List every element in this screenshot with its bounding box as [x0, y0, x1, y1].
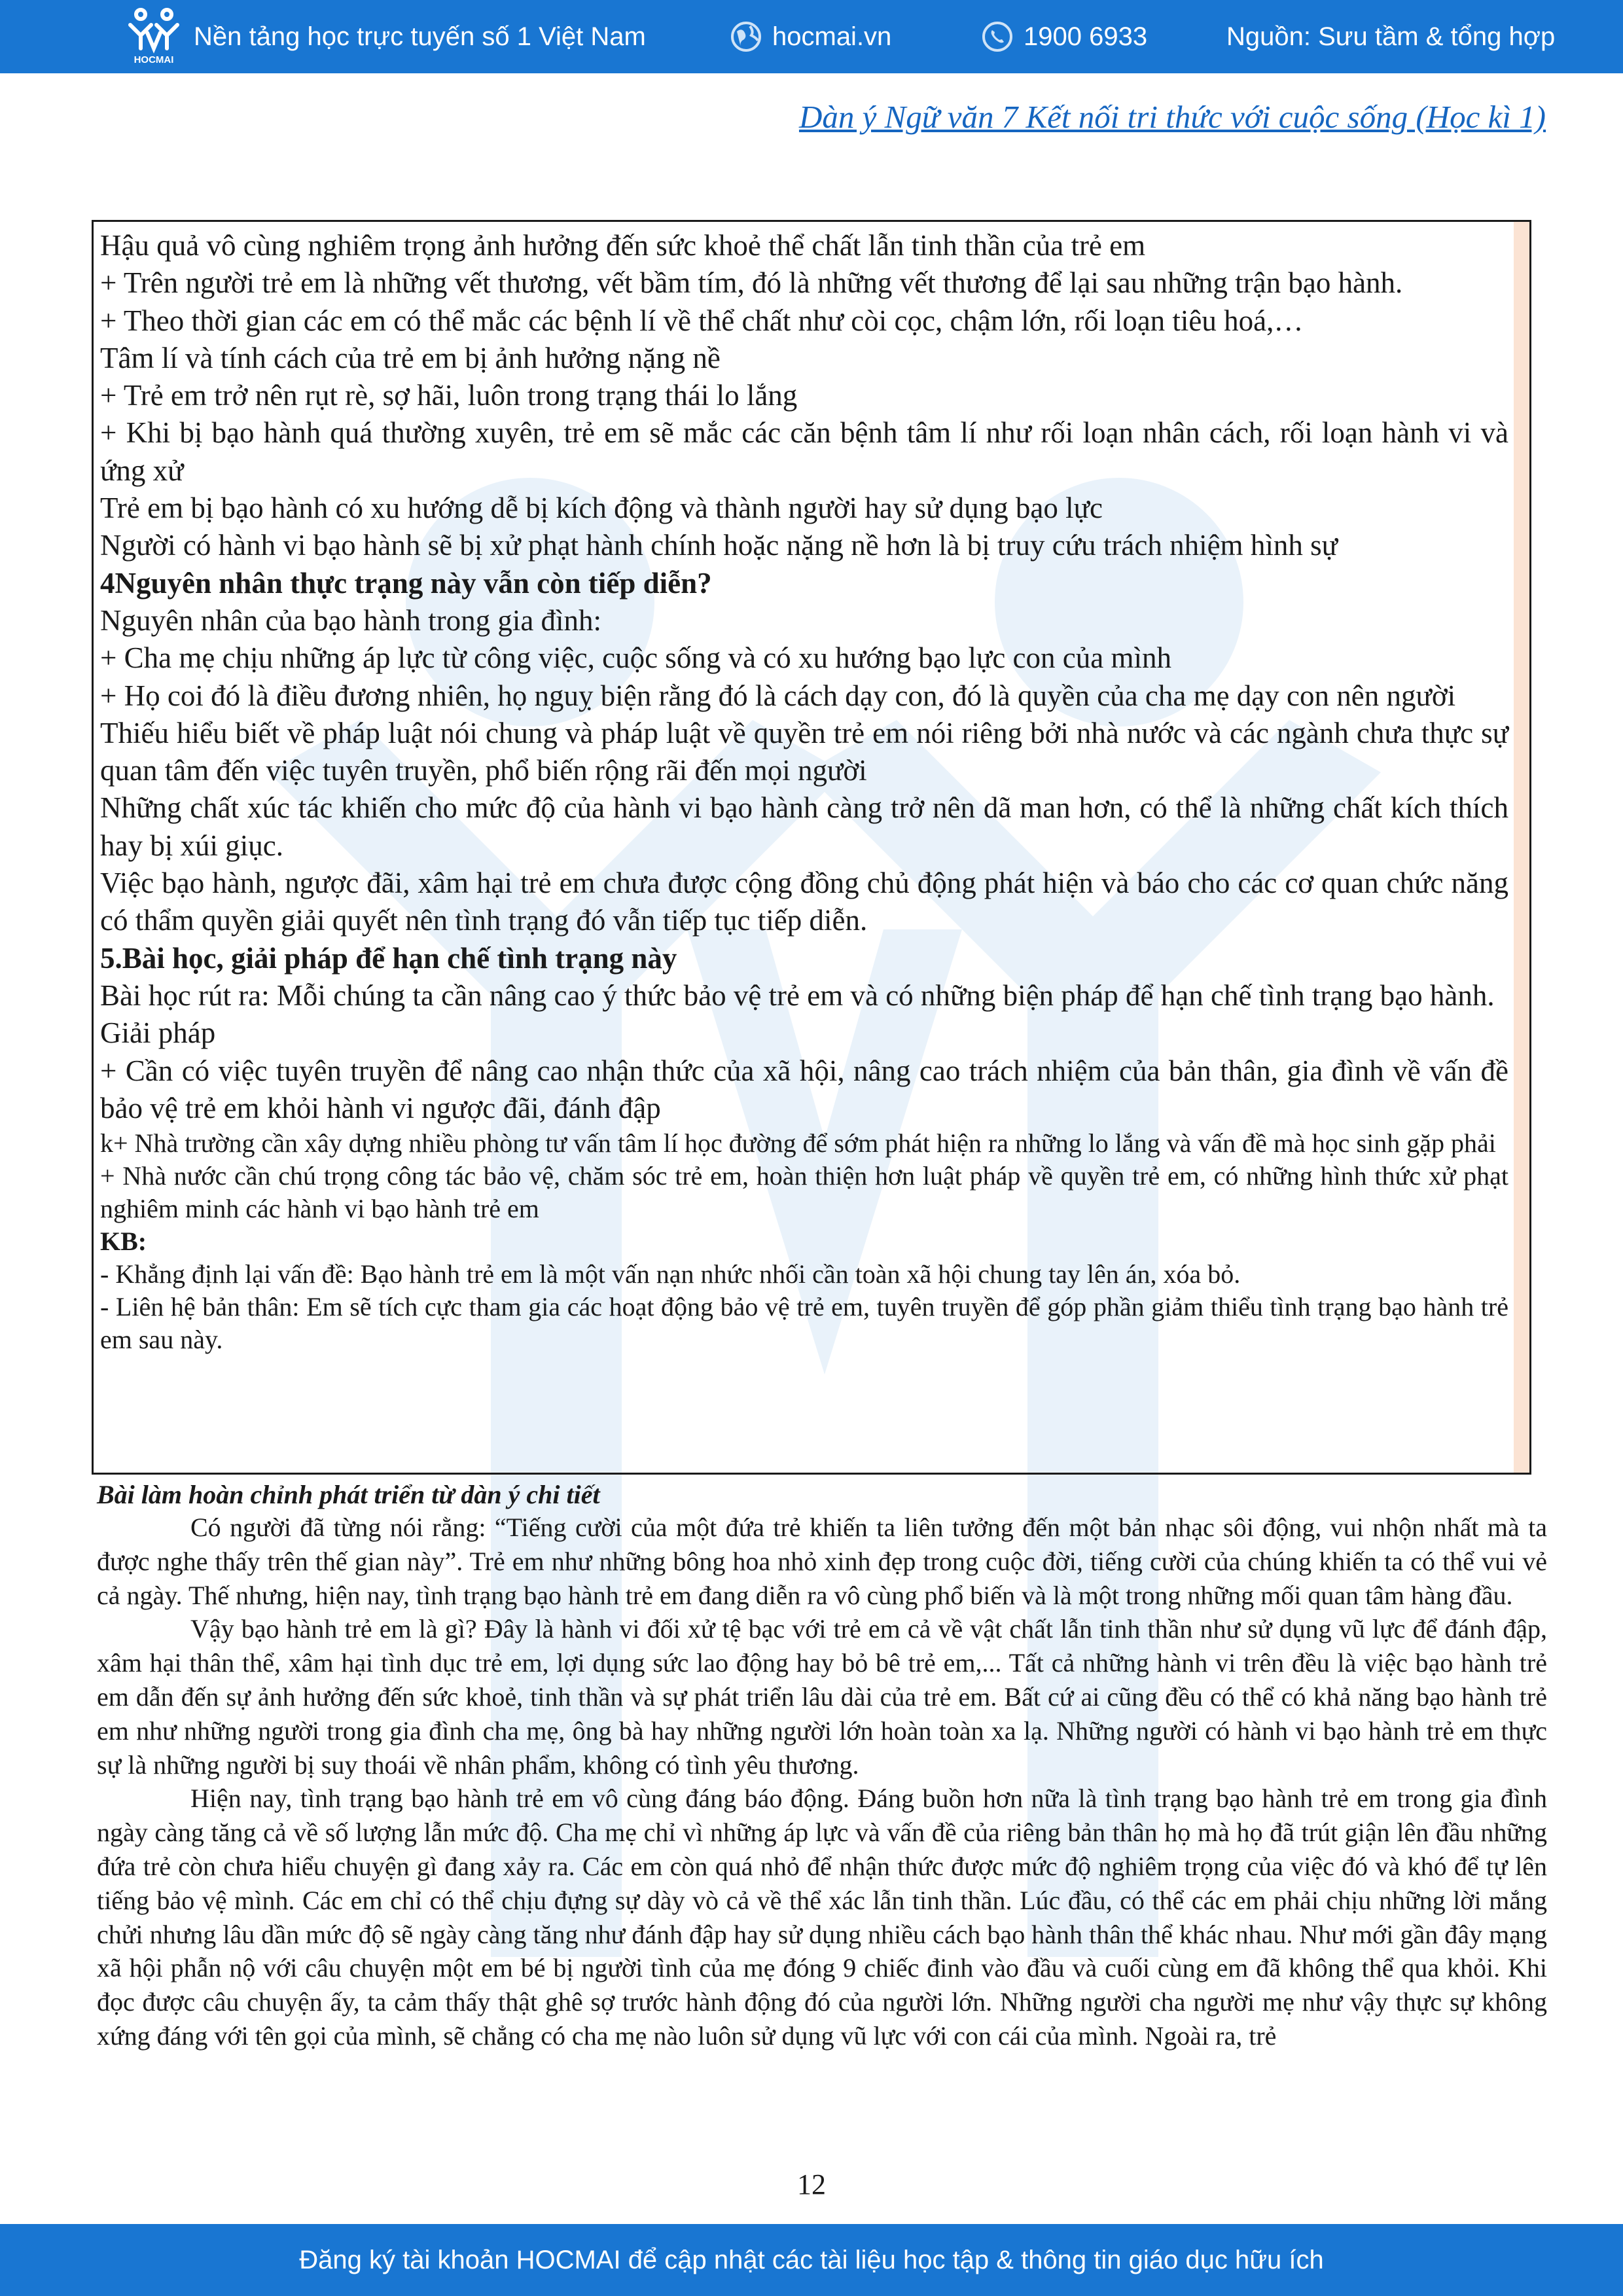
hocmai-logo: [121, 7, 187, 67]
outline-line: Những chất xúc tác khiến cho mức độ của hành vi bạo hành càng trở nên dã man hơn, có thể là những chất kích thích hay bị xúi giục.: [100, 791, 1508, 862]
document-subtitle[interactable]: Dàn ý Ngữ văn 7 Kết nối tri thức với cuộc sống (Học kì 1): [798, 99, 1546, 135]
outline-line: Tâm lí và tính cách của trẻ em bị ảnh hưởng nặng nề: [100, 341, 721, 374]
outline-line: + Nhà nước cần chú trọng công tác bảo vệ, chăm sóc trẻ em, hoàn thiện hơn luật pháp về quyền trẻ em, có những hình thức xử phạt nghiêm minh các hành vi bạo hành trẻ em: [100, 1161, 1508, 1224]
outline-line: Thiếu hiểu biết về pháp luật nói chung và pháp luật về quyền trẻ em nói riêng bởi nhà nước và các ngành chưa thực sự quan tâm đến việc tuyên truyền, phổ biến rộng rãi đến mọi người: [100, 716, 1508, 787]
section-heading: 4Nguyên nhân thực trạng này vẫn còn tiếp diễn?: [100, 566, 712, 600]
essay-body: [97, 1511, 1547, 2053]
website-link[interactable]: [730, 0, 891, 73]
phone-icon: [982, 21, 1013, 52]
outline-line: - Liên hệ bản thân: Em sẽ tích cực tham gia các hoạt động bảo vệ trẻ em, tuyên truyền để góp phần giảm thiểu tình trạng bạo hành trẻ em sau này.: [100, 1292, 1508, 1355]
top-banner: [0, 0, 1623, 73]
slogan: Nền tảng học trực tuyến số 1 Việt Nam: [194, 22, 646, 51]
outline-line: + Trẻ em trở nên rụt rè, sợ hãi, luôn trong trạng thái lo lắng: [100, 379, 798, 412]
logo-text: HOCMAI: [134, 54, 174, 65]
outline-line: Trẻ em bị bạo hành có xu hướng dễ bị kích động và thành người hay sử dụng bạo lực: [100, 492, 1103, 525]
outline-line: Giải pháp: [100, 1016, 216, 1050]
outline-line: + Cần có việc tuyên truyền để nâng cao nhận thức của xã hội, nâng cao trách nhiệm của bản thân, gia đình về vấn đề bảo vệ trẻ em khỏi hành vi ngược đãi, đánh đập: [100, 1054, 1508, 1124]
outline-line: + Khi bị bạo hành quá thường xuyên, trẻ em sẽ mắc các căn bệnh tâm lí như rối loạn nhân cách, rối loạn hành vi và ứng xử: [100, 416, 1508, 487]
phone-text: 1900 6933: [1024, 22, 1148, 51]
outline-line: + Họ coi đó là điều đương nhiên, họ nguỵ biện rằng đó là cách dạy con, đó là quyền của cha mẹ dạy con nên người: [100, 679, 1456, 712]
source-text: Nguồn: Sưu tầm & tổng hợp: [1226, 22, 1556, 51]
outline-line: Bài học rút ra: Mỗi chúng ta cần nâng cao ý thức bảo vệ trẻ em và có những biện pháp để hạn chế tình trạng bạo hành.: [100, 978, 1495, 1012]
margin-strip: [1514, 222, 1529, 1473]
outline-line: + Cha mẹ chịu những áp lực từ công việc, cuộc sống và có xu hướng bạo lực con của mình: [100, 641, 1171, 675]
outline-line: Hậu quả vô cùng nghiêm trọng ảnh hưởng đến sức khoẻ thể chất lẫn tinh thần của trẻ em: [100, 229, 1146, 262]
outline-line: - Khẳng định lại vấn đề: Bạo hành trẻ em là một vấn nạn nhức nhối cần toàn xã hội chung tay lên án, xóa bỏ.: [100, 1259, 1241, 1289]
phone-link[interactable]: [982, 0, 1147, 73]
essay-paragraph: Hiện nay, tình trạng bạo hành trẻ em vô cùng đáng báo động. Đáng buồn hơn nữa là tình trạng bạo hành trẻ em trong gia đình ngày càng tăng cả về số lượng lẫn mức độ. Cha mẹ chỉ vì những áp lực và vấn đề của riêng bản thân họ mà họ đã trút giận lên đầu những đứa trẻ còn chưa hiểu chuyện gì đang xảy ra. Các em còn quá nhỏ để nhận thức được mức độ nghiêm trọng của việc đó và khó để tự lên tiếng bảo vệ mình. Các em chỉ có thể chịu đựng sự dày vò cả về thể xác lẫn tinh thần. Lúc đầu, có thể các em phải chịu những lời mắng chửi nhưng lâu dần mức độ sẽ ngày càng tăng như đánh đập hay sử dụng nhiều cách bạo hành thân thể khác nhau. Như mới gần đây mạng xã hội phẫn nộ với câu chuyện một em bé bị người tình của mẹ đóng 9 chiếc đinh vào đầu và cuối cùng em đã không thể qua khỏi. Khi đọc được câu chuyện ấy, ta cảm thấy thật ghê sợ trước hành động đó của người lớn. Những người cha người mẹ như vậy thực sự không xứng đáng với tên gọi của mình, sẽ chẳng có cha mẹ nào luôn sử dụng vũ lực với con cái của mình. Ngoài ra, trẻ: [97, 1784, 1547, 2051]
outline-line: Nguyên nhân của bạo hành trong gia đình:: [100, 603, 602, 637]
outline-line: Việc bạo hành, ngược đãi, xâm hại trẻ em chưa được cộng đồng chủ động phát hiện và báo cho các cơ quan chức năng có thẩm quyền giải quyết nên tình trạng đó vẫn tiếp tục tiếp diễn.: [100, 867, 1508, 937]
conclusion-heading: KB:: [100, 1227, 147, 1257]
outline-line: + Theo thời gian các em có thể mắc các bệnh lí về thể chất như còi cọc, chậm lớn, rối loạn tiêu hoá,…: [100, 304, 1304, 337]
page-number: 12: [797, 2168, 826, 2200]
outline-box: [92, 220, 1531, 1475]
section-heading: 5.Bài học, giải pháp để hạn chế tình trạng này: [100, 941, 677, 975]
essay-paragraph: Vậy bạo hành trẻ em là gì? Đây là hành vi đối xử tệ bạc với trẻ em cả về vật chất lẫn tinh thần như sử dụng vũ lực để đánh đập, xâm hại thân thể, xâm hại tình dục trẻ em, lợi dụng sức lao động hay bỏ bê trẻ em,... Tất cả những hành vi trên đều là việc bạo hành trẻ em dẫn đến sự ảnh hưởng đến sức khoẻ, tinh thần và sự phát triển lâu dài của trẻ em. Bất cứ ai cũng đều có thể có khả năng bạo hành trẻ em như những người trong gia đình cha mẹ, ông bà hay những người lớn hoàn toàn xa lạ. Những người có hành vi bạo hành trẻ em thực sự là những người bị suy thoái về nhân phẩm, không có tình yêu thương.: [97, 1614, 1547, 1780]
essay-title: Bài làm hoàn chỉnh phát triển từ dàn ý chi tiết: [97, 1480, 600, 1509]
website-text: hocmai.vn: [772, 22, 892, 51]
globe-icon: [730, 21, 762, 52]
outline-line: + Trên người trẻ em là những vết thương, vết bầm tím, đó là những vết thương để lại sau những trận bạo hành.: [100, 266, 1403, 300]
essay-paragraph: Có người đã từng nói rằng: “Tiếng cười của một đứa trẻ khiến ta liên tưởng đến một bản nhạc sôi động, vui nhộn nhất mà ta được nghe thấy trên thế gian này”. Trẻ em như những bông hoa nhỏ xinh đẹp trong cuộc đời, tiếng cười của chúng khiến ta có thể vui vẻ cả ngày. Thế nhưng, hiện nay, tình trạng bạo hành trẻ em đang diễn ra vô cùng phổ biến và là một trong những mối quan tâm hàng đầu.: [97, 1513, 1547, 1610]
bottom-banner[interactable]: Đăng ký tài khoản HOCMAI để cập nhật các tài liệu học tập & thông tin giáo dục hữu ích: [0, 2224, 1623, 2296]
outline-content: [100, 227, 1508, 1356]
outline-line: Người có hành vi bạo hành sẽ bị xử phạt hành chính hoặc nặng nề hơn là bị truy cứu trách nhiệm hình sự: [100, 529, 1338, 562]
outline-line: k+ Nhà trường cần xây dựng nhiều phòng tư vấn tâm lí học đường để sớm phát hiện ra những lo lắng và vấn đề mà học sinh gặp phải: [100, 1128, 1496, 1158]
